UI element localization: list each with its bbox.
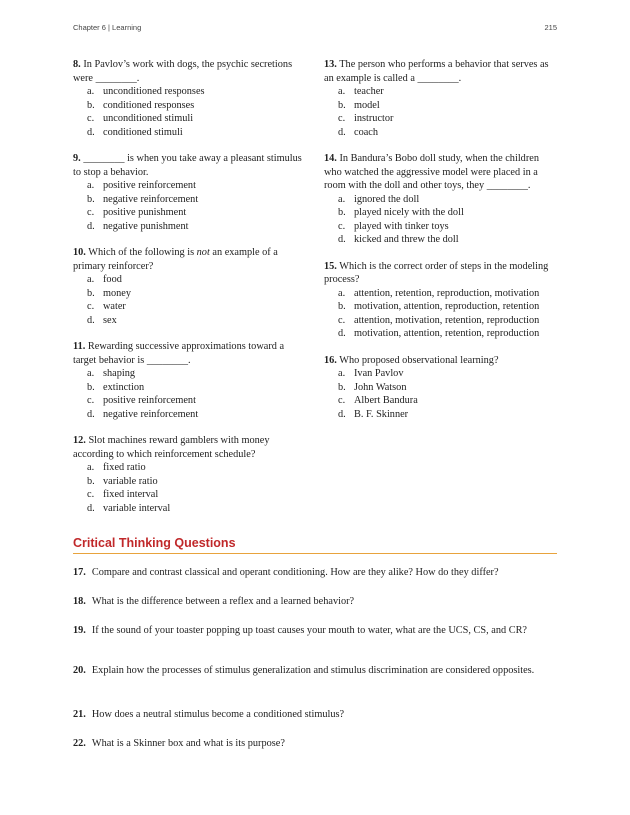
question-text xyxy=(324,354,556,368)
answer-options xyxy=(73,367,305,421)
question-number: 10. xyxy=(73,247,86,258)
option-d xyxy=(324,327,556,341)
option-a xyxy=(324,85,556,99)
question-text xyxy=(73,340,305,367)
option-a xyxy=(73,179,305,193)
critical-question-17 xyxy=(73,566,557,580)
option-d xyxy=(324,233,556,247)
option-d xyxy=(73,408,305,422)
question-number: 8. xyxy=(73,59,81,70)
question-text xyxy=(324,152,556,193)
option-b xyxy=(324,99,556,113)
question-number: 20. xyxy=(73,665,86,676)
option-letter: b. xyxy=(87,99,95,111)
question-number: 16. xyxy=(324,354,337,366)
question-prompt: If the sound of your toaster popping up toast causes your mouth to water, what are the UCS, CS, and CR? xyxy=(91,625,528,636)
chapter-title: Chapter 6 | Learning xyxy=(73,23,142,32)
option-text: fixed interval xyxy=(103,489,159,500)
option-letter: d. xyxy=(87,220,95,232)
option-letter: d. xyxy=(87,408,95,420)
option-text: sex xyxy=(103,314,117,326)
question-number: 19. xyxy=(73,625,86,636)
option-letter: c. xyxy=(87,113,95,124)
option-letter: c. xyxy=(338,113,346,124)
option-c xyxy=(73,206,305,220)
question-prompt: In Pavlov’s work with dogs, the psychic secretions were ________. xyxy=(73,59,293,84)
question-prompt-end: an example of a primary reinforcer? xyxy=(73,247,278,272)
question-prompt: What is the difference between a reflex and a learned behavior? xyxy=(91,596,355,607)
option-b xyxy=(324,206,556,220)
option-b xyxy=(324,300,556,314)
option-letter: d. xyxy=(338,328,346,339)
option-text: positive reinforcement xyxy=(103,180,196,191)
option-letter: c. xyxy=(338,395,346,406)
question-prompt: Slot machines reward gamblers with money according to which reinforcement schedule? xyxy=(73,435,270,460)
option-text: water xyxy=(103,301,126,312)
option-text: played nicely with the doll xyxy=(354,207,464,218)
question-prompt: How does a neutral stimulus become a conditioned stimulus? xyxy=(91,709,345,720)
question-14 xyxy=(324,152,556,247)
critical-question-21 xyxy=(73,708,557,722)
option-text: food xyxy=(103,274,122,285)
option-c xyxy=(324,394,556,408)
option-letter: d. xyxy=(338,234,346,245)
option-letter: a. xyxy=(338,193,346,205)
critical-question-19 xyxy=(73,624,557,638)
option-d xyxy=(324,126,556,140)
option-c xyxy=(324,112,556,126)
option-text: B. F. Skinner xyxy=(354,408,409,420)
question-15 xyxy=(324,260,556,341)
option-letter: b. xyxy=(338,381,346,393)
option-letter: c. xyxy=(338,314,346,326)
option-text: motivation, attention, reproduction, retention xyxy=(354,301,540,312)
left-column xyxy=(73,58,305,528)
option-d xyxy=(73,126,305,140)
option-text: fixed ratio xyxy=(103,462,146,473)
emphasis-word: not xyxy=(196,247,210,258)
option-a xyxy=(73,367,305,381)
question-number: 13. xyxy=(324,59,337,70)
option-text: teacher xyxy=(354,86,384,97)
question-prompt: Explain how the processes of stimulus generalization and stimulus discrimination are considered opposites. xyxy=(91,665,535,676)
answer-options xyxy=(73,85,305,139)
option-text: money xyxy=(103,287,132,299)
answer-options xyxy=(73,273,305,327)
option-text: unconditioned stimuli xyxy=(103,113,194,124)
option-letter: b. xyxy=(87,193,95,205)
option-b xyxy=(73,99,305,113)
question-number: 9. xyxy=(73,153,81,164)
option-letter: d. xyxy=(338,126,346,138)
option-text: John Watson xyxy=(354,381,407,393)
option-text: attention, motivation, retention, reproduction xyxy=(354,314,540,326)
option-c xyxy=(324,314,556,328)
option-text: negative punishment xyxy=(103,220,189,232)
option-letter: a. xyxy=(87,274,95,285)
option-letter: a. xyxy=(338,86,346,97)
option-letter: a. xyxy=(87,180,95,191)
option-a xyxy=(73,85,305,99)
question-number: 21. xyxy=(73,709,86,720)
option-c xyxy=(324,220,556,234)
question-prompt: ________ is when you take away a pleasant stimulus to stop a behavior. xyxy=(73,153,302,178)
answer-options xyxy=(73,461,305,515)
question-number: 11. xyxy=(73,341,86,352)
question-text xyxy=(73,58,305,85)
option-letter: d. xyxy=(338,408,346,420)
question-13 xyxy=(324,58,556,139)
question-text xyxy=(73,152,305,179)
question-prompt: Compare and contrast classical and operant conditioning. How are they alike? How do they differ? xyxy=(91,567,499,578)
option-text: positive punishment xyxy=(103,207,187,218)
question-prompt: Rewarding successive approximations toward a target behavior is ________. xyxy=(73,341,285,366)
critical-question-20 xyxy=(73,664,557,678)
option-text: instructor xyxy=(354,113,394,124)
question-16 xyxy=(324,354,556,422)
option-text: extinction xyxy=(103,381,145,393)
critical-question-22 xyxy=(73,737,557,751)
question-11 xyxy=(73,340,305,421)
question-9 xyxy=(73,152,305,233)
option-a xyxy=(324,367,556,381)
option-d xyxy=(73,220,305,234)
question-number: 14. xyxy=(324,153,337,164)
answer-options xyxy=(324,85,556,139)
option-letter: b. xyxy=(87,381,95,393)
option-text: motivation, attention, retention, reproduction xyxy=(354,328,540,339)
option-letter: c. xyxy=(87,301,95,312)
option-letter: a. xyxy=(87,368,95,379)
option-d xyxy=(73,502,305,516)
option-text: variable interval xyxy=(103,502,171,514)
option-a xyxy=(324,287,556,301)
option-letter: c. xyxy=(87,489,95,500)
option-letter: b. xyxy=(338,207,346,218)
option-c xyxy=(73,394,305,408)
question-prompt: In Bandura’s Bobo doll study, when the children who watched the aggressive model were placed in a room with the doll and other toys, they ________. xyxy=(324,153,539,191)
critical-question-18 xyxy=(73,595,557,609)
question-12 xyxy=(73,434,305,515)
question-8 xyxy=(73,58,305,139)
option-text: Albert Bandura xyxy=(354,395,418,406)
option-text: unconditioned responses xyxy=(103,86,205,97)
option-text: positive reinforcement xyxy=(103,395,196,406)
option-b xyxy=(324,381,556,395)
option-text: negative reinforcement xyxy=(103,408,199,420)
option-text: negative reinforcement xyxy=(103,193,199,205)
option-text: kicked and threw the doll xyxy=(354,234,459,245)
option-letter: b. xyxy=(87,287,95,299)
answer-options xyxy=(73,179,305,233)
option-letter: b. xyxy=(338,301,346,312)
section-heading: Critical Thinking Questions xyxy=(73,536,557,554)
option-b xyxy=(73,475,305,489)
answer-options xyxy=(324,367,556,421)
answer-options xyxy=(324,193,556,247)
option-d xyxy=(73,314,305,328)
option-letter: d. xyxy=(87,314,95,326)
option-letter: d. xyxy=(87,126,95,138)
question-number: 18. xyxy=(73,596,86,607)
option-b xyxy=(73,381,305,395)
question-number: 17. xyxy=(73,567,86,578)
option-c xyxy=(73,112,305,126)
option-letter: c. xyxy=(338,220,346,232)
question-text xyxy=(324,260,556,287)
question-number: 15. xyxy=(324,260,337,272)
question-text xyxy=(324,58,556,85)
page-header xyxy=(73,23,557,37)
option-text: conditioned stimuli xyxy=(103,126,183,138)
question-prompt: Which is the correct order of steps in the modeling process? xyxy=(324,260,549,285)
option-text: variable ratio xyxy=(103,475,158,487)
option-letter: c. xyxy=(87,207,95,218)
option-c xyxy=(73,488,305,502)
option-letter: a. xyxy=(87,86,95,97)
question-number: 22. xyxy=(73,738,86,749)
question-prompt: What is a Skinner box and what is its purpose? xyxy=(91,738,285,749)
option-letter: d. xyxy=(87,502,95,514)
option-a xyxy=(73,273,305,287)
option-letter: b. xyxy=(338,99,346,111)
option-a xyxy=(324,193,556,207)
option-text: played with tinker toys xyxy=(354,220,449,232)
option-d xyxy=(324,408,556,422)
option-letter: a. xyxy=(338,368,346,379)
page-number: 215 xyxy=(544,23,557,32)
answer-options xyxy=(324,287,556,341)
option-text: Ivan Pavlov xyxy=(354,368,404,379)
option-b xyxy=(73,287,305,301)
option-letter: a. xyxy=(338,287,346,299)
option-text: attention, retention, reproduction, motivation xyxy=(354,287,540,299)
option-text: coach xyxy=(354,126,379,138)
option-letter: b. xyxy=(87,475,95,487)
option-letter: c. xyxy=(87,395,95,406)
option-a xyxy=(73,461,305,475)
question-prompt-start: Which of the following is xyxy=(88,247,197,258)
option-letter: a. xyxy=(87,462,95,473)
question-number: 12. xyxy=(73,435,86,446)
option-text: ignored the doll xyxy=(354,193,420,205)
option-text: shaping xyxy=(103,368,136,379)
option-c xyxy=(73,300,305,314)
option-b xyxy=(73,193,305,207)
question-10 xyxy=(73,246,305,327)
question-text xyxy=(73,434,305,461)
option-text: model xyxy=(354,99,380,111)
option-text: conditioned responses xyxy=(103,99,195,111)
right-column xyxy=(324,58,556,434)
question-text xyxy=(73,246,305,273)
question-prompt: Who proposed observational learning? xyxy=(339,354,499,366)
question-prompt: The person who performs a behavior that serves as an example is called a ________. xyxy=(324,59,549,84)
